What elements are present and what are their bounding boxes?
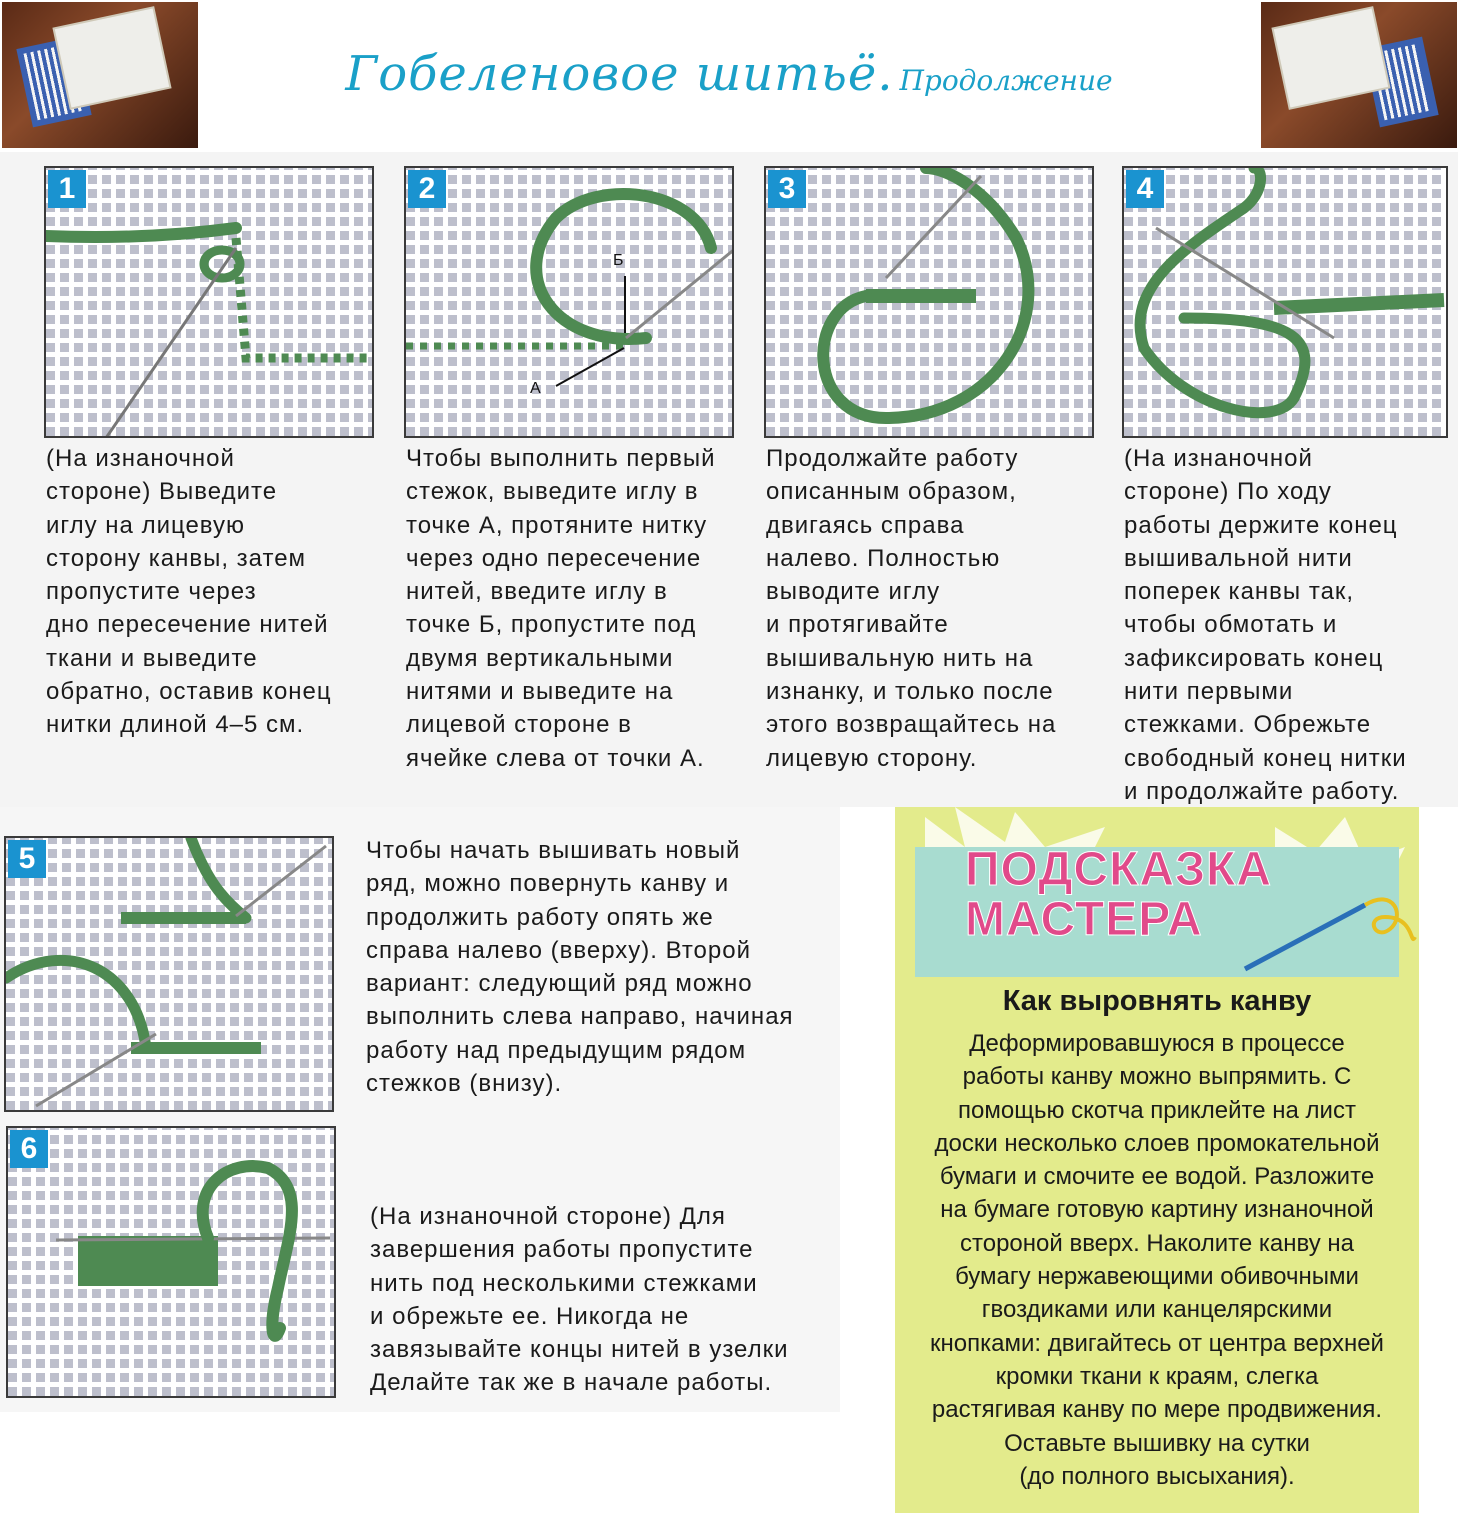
step-3-image [764, 166, 1094, 438]
step-5-image [4, 836, 334, 1112]
page-header [0, 0, 1458, 152]
step-4-text: (На изнаночной стороне) По ходу работы держите конец вышивальной нити поперек канвы так, чтобы обмотать и зафиксировать конец нити первыми стежками. Обрежьте свободный конец нитки и продолжайте работу. [1124, 445, 1407, 805]
step-1-badge: 1 [48, 170, 86, 208]
tip-heading: Как выровнять канву [1002, 985, 1312, 1017]
tip-body: Деформировавшуюся в процессе работы канву можно выпрямить. С помощью скотча приклейте на лист доски несколько слоев промокательной бумаги и смочите ее водой. Разложите на бумаге готовую картину изнаночной стороной вверх. Наколите канву на бумагу нержавеющими обивочными гвоздиками или канцелярскими кнопками: двигайтесь от центра верхней кромки ткани к краям, слегка растягивая канву по мере продвижения. Оставьте вышивку на сутки (до полного высыхания). [930, 1030, 1384, 1490]
step-6-badge: 6 [10, 1130, 48, 1168]
title-main: Гобеленовое шитьё. [345, 46, 894, 102]
tip-title [965, 845, 1272, 945]
point-a-label: А [530, 380, 541, 397]
step-6-text: (На изнаночной стороне) Для завершения работы пропустите нить под несколькими стежками и обрежьте ее. Никогда не завязывайте концы нитей в узелки Делайте так же в начале работы. [370, 1203, 789, 1397]
step-2-text: Чтобы выполнить первый стежок, выведите иглу в точке А, протяните нитку через одно пересечение нитей, введите иглу в точке Б, пропустите под двумя вертикальными нитями и выведите на лицевой стороне в ячейке слева от точки А. [406, 445, 716, 772]
tip-title-line-2: МАСТЕРА [965, 893, 1203, 946]
tip-title-line-1: ПОДСКАЗКА [965, 843, 1273, 896]
title-continuation: Продолжение [899, 64, 1113, 97]
step-5-text: Чтобы начать вышивать новый ряд, можно повернуть канву и продолжить работу опять же справа налево (вверху). Второй вариант: следующий ряд можно выполнить слева направо, начиная работу над предыдущим рядом стежков (внизу). [366, 837, 794, 1098]
step-2-badge: 2 [408, 170, 446, 208]
step-3-text: Продолжайте работу описанным образом, двигаясь справа налево. Полностью выводите иглу и протягивайте вышивальную нить на изнанку, и только после этого возвращайтесь на лицевую сторону. [766, 445, 1057, 772]
point-b-label: Б [613, 252, 624, 269]
step-5-badge: 5 [8, 840, 46, 878]
step-2-image [404, 166, 734, 438]
page-title [0, 46, 1458, 102]
header-photo-right [1261, 2, 1457, 148]
step-4-badge: 4 [1126, 170, 1164, 208]
master-tip-box [895, 807, 1419, 1513]
step-6-image [6, 1126, 336, 1398]
step-4-image [1122, 166, 1448, 438]
step-1-image [44, 166, 374, 438]
step-1-text: (На изнаночной стороне) Выведите иглу на лицевую сторону канвы, затем пропустите через дно пересечение нитей ткани и выведите обратно, оставив конец нитки длиной 4–5 см. [46, 445, 332, 739]
step-3-badge: 3 [768, 170, 806, 208]
